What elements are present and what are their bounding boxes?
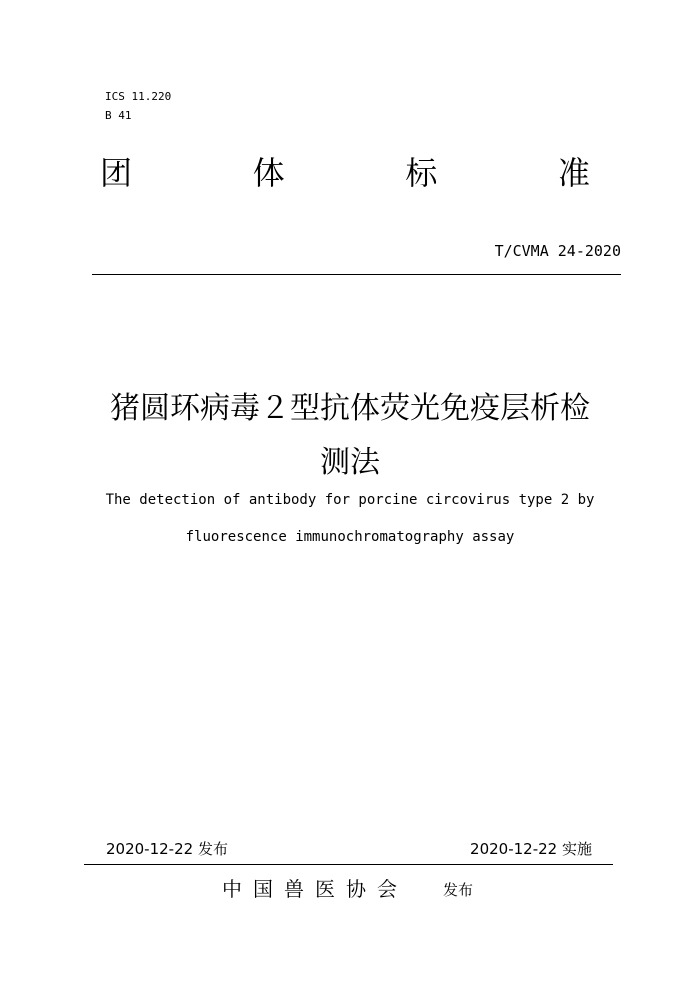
title-en-line2: fluorescence immunochromatography assay [185,529,515,545]
ccs-code: B 41 [105,109,132,122]
publisher-name: 中国兽医协会 [222,877,408,901]
implementation-date: 2020-12-22 实施 [470,840,592,858]
standard-type-char: 体 [252,154,285,192]
ics-code: ICS 11.220 [105,90,172,103]
bottom-divider [84,864,613,865]
standard-type-char: 标 [405,154,438,192]
title-cn-line1: 猪圆环病毒２型抗体荧光免疫层析检 [110,391,590,426]
title-cn-line2: 测法 [320,445,380,480]
title-en-line1: The detection of antibody for porcine circovirus type 2 by [105,492,595,508]
publisher-action: 发布 [443,881,474,899]
standard-type-char: 团 [100,154,133,192]
standard-type-heading [100,148,590,192]
top-divider [92,274,621,275]
standard-number: T/CVMA 24-2020 [494,242,621,260]
classification-codes [105,87,171,125]
standard-type-char: 准 [557,154,590,192]
issue-date: 2020-12-22 发布 [106,840,228,858]
